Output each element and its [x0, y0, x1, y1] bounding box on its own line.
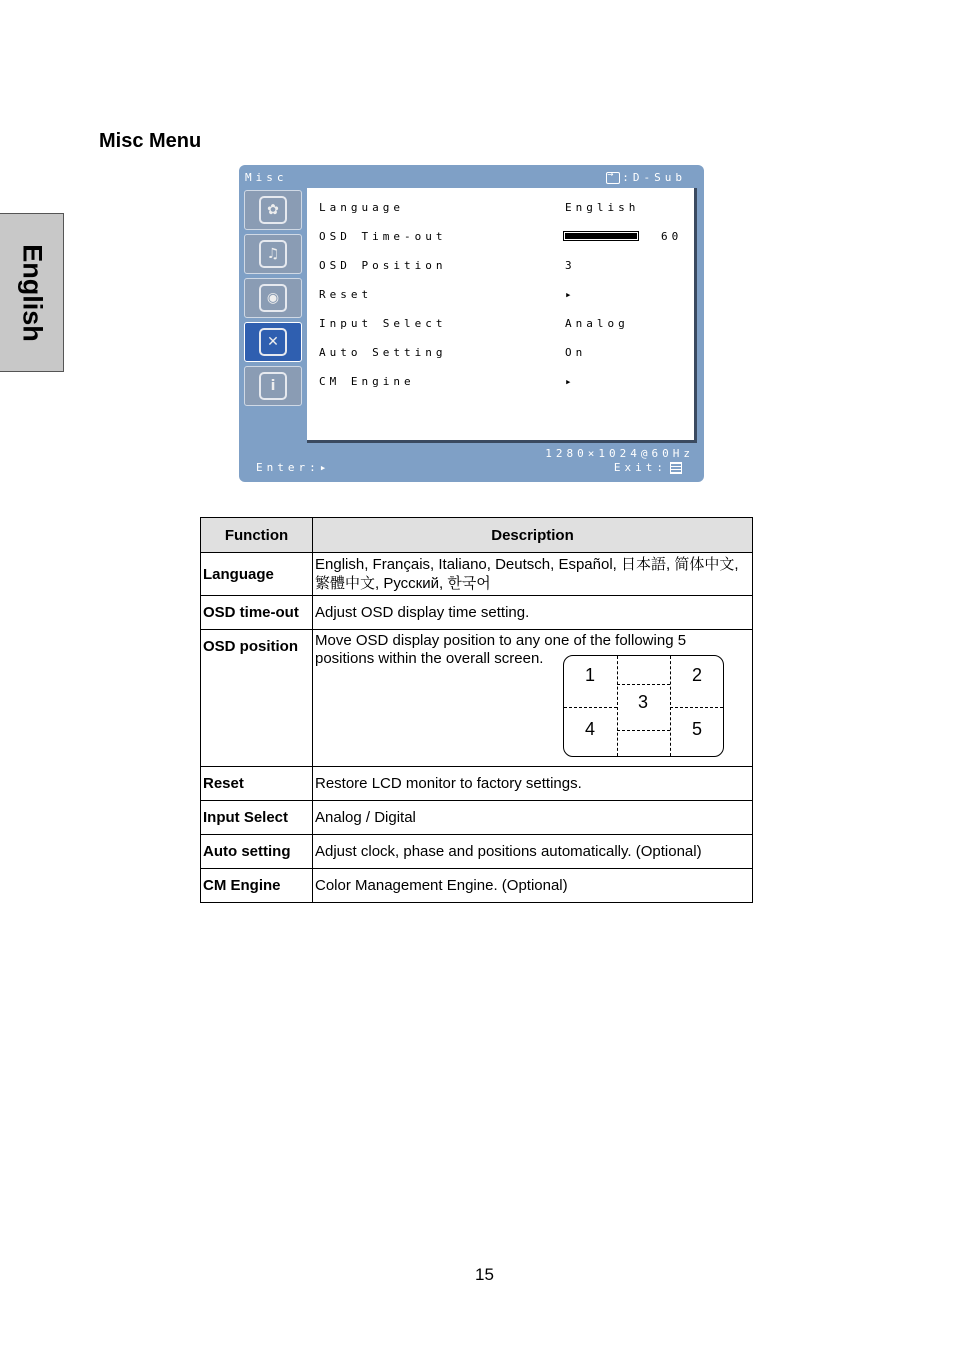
table-row	[201, 596, 753, 630]
position-3: 3	[638, 692, 649, 712]
osd-row-input-select[interactable]	[319, 317, 684, 333]
description-cell: Adjust OSD display time setting.	[313, 596, 753, 630]
table-row	[201, 553, 753, 596]
osd-tab-picture[interactable]	[244, 190, 302, 230]
osd-row-label: OSD Time-out	[319, 230, 447, 243]
osd-row-label: Language	[319, 201, 404, 214]
description-cell: Adjust clock, phase and positions automatically. (Optional)	[313, 835, 753, 869]
description-cell: Analog / Digital	[313, 801, 753, 835]
function-table	[200, 517, 753, 903]
function-cell: Auto setting	[201, 835, 313, 869]
flower-icon: ✿	[259, 196, 287, 224]
osd-row-label: Reset	[319, 288, 373, 301]
osd-tab-misc[interactable]	[244, 322, 302, 362]
osd-source-label: :D-Sub	[622, 171, 686, 184]
osd-enter-hint: Enter:▸	[256, 461, 331, 474]
osd-row-timeout[interactable]	[319, 230, 684, 246]
table-row	[201, 869, 753, 903]
osd-row-label: Auto Setting	[319, 346, 447, 359]
osd-exit-hint	[614, 461, 682, 474]
position-4: 4	[585, 719, 596, 739]
function-cell: Input Select	[201, 801, 313, 835]
osd-row-cm-engine[interactable]	[319, 375, 684, 391]
menu-exit-icon	[670, 462, 682, 474]
header-function: Function	[201, 518, 313, 553]
function-cell: Reset	[201, 767, 313, 801]
music-note-icon: ♫	[259, 240, 287, 268]
section-title: Misc Menu	[99, 130, 202, 152]
function-cell: OSD time-out	[201, 596, 313, 630]
osd-row-language[interactable]	[319, 201, 684, 217]
osd-icon-column	[244, 190, 302, 410]
page-number: 15	[475, 1265, 494, 1284]
osd-resolution: 1280×1024@60Hz	[545, 447, 694, 460]
description-cell: Color Management Engine. (Optional)	[313, 869, 753, 903]
osd-row-label: CM Engine	[319, 375, 415, 388]
osd-row-value: 60	[661, 230, 683, 243]
table-row	[201, 835, 753, 869]
tools-icon: ✕	[259, 328, 287, 356]
osd-row-value: Analog	[565, 317, 629, 330]
osd-row-value: 3	[565, 259, 576, 272]
table-row	[201, 801, 753, 835]
osd-row-auto-setting[interactable]	[319, 346, 684, 362]
input-source-icon	[606, 172, 620, 184]
osd-source	[606, 171, 686, 184]
eye-icon: ◉	[259, 284, 287, 312]
osd-tab-audio[interactable]	[244, 234, 302, 274]
position-1: 1	[585, 665, 596, 685]
osd-tab-color[interactable]	[244, 278, 302, 318]
arrow-right-icon: ▸	[565, 375, 576, 388]
osd-row-reset[interactable]	[319, 288, 684, 304]
header-description: Description	[313, 518, 753, 553]
screen-position-diagram	[563, 655, 724, 757]
timeout-bar-fill	[565, 233, 637, 239]
osd-row-position[interactable]	[319, 259, 684, 275]
osd-row-value: English	[565, 201, 640, 214]
side-tab-label: English	[17, 243, 47, 342]
info-icon: i	[259, 372, 287, 400]
osd-panel	[307, 188, 697, 443]
description-cell: English, Français, Italiano, Deutsch, Español, 日本語, 简体中文, 繁體中文, Русский, 한국어	[313, 553, 753, 596]
table-row	[201, 767, 753, 801]
language-side-tab	[0, 213, 64, 372]
osd-row-label: OSD Position	[319, 259, 447, 272]
function-cell: Language	[201, 553, 313, 596]
osd-row-label: Input Select	[319, 317, 447, 330]
osd-row-value: On	[565, 346, 587, 359]
position-description: Move OSD display position to any one of the following 5 positions within the overall screen.	[315, 632, 687, 667]
table-header-row	[201, 518, 753, 553]
position-2: 2	[692, 665, 703, 685]
timeout-bar[interactable]	[563, 231, 639, 241]
osd-exit-label: Exit:	[613, 461, 667, 474]
table-row	[201, 630, 753, 767]
function-cell: OSD position	[201, 630, 313, 767]
description-cell	[313, 630, 753, 767]
arrow-right-icon: ▸	[565, 288, 576, 301]
function-cell: CM Engine	[201, 869, 313, 903]
osd-menu-screenshot	[239, 165, 704, 482]
description-cell: Restore LCD monitor to factory settings.	[313, 767, 753, 801]
osd-tab-info[interactable]	[244, 366, 302, 406]
osd-title: Misc	[245, 171, 288, 184]
position-5: 5	[692, 719, 703, 739]
